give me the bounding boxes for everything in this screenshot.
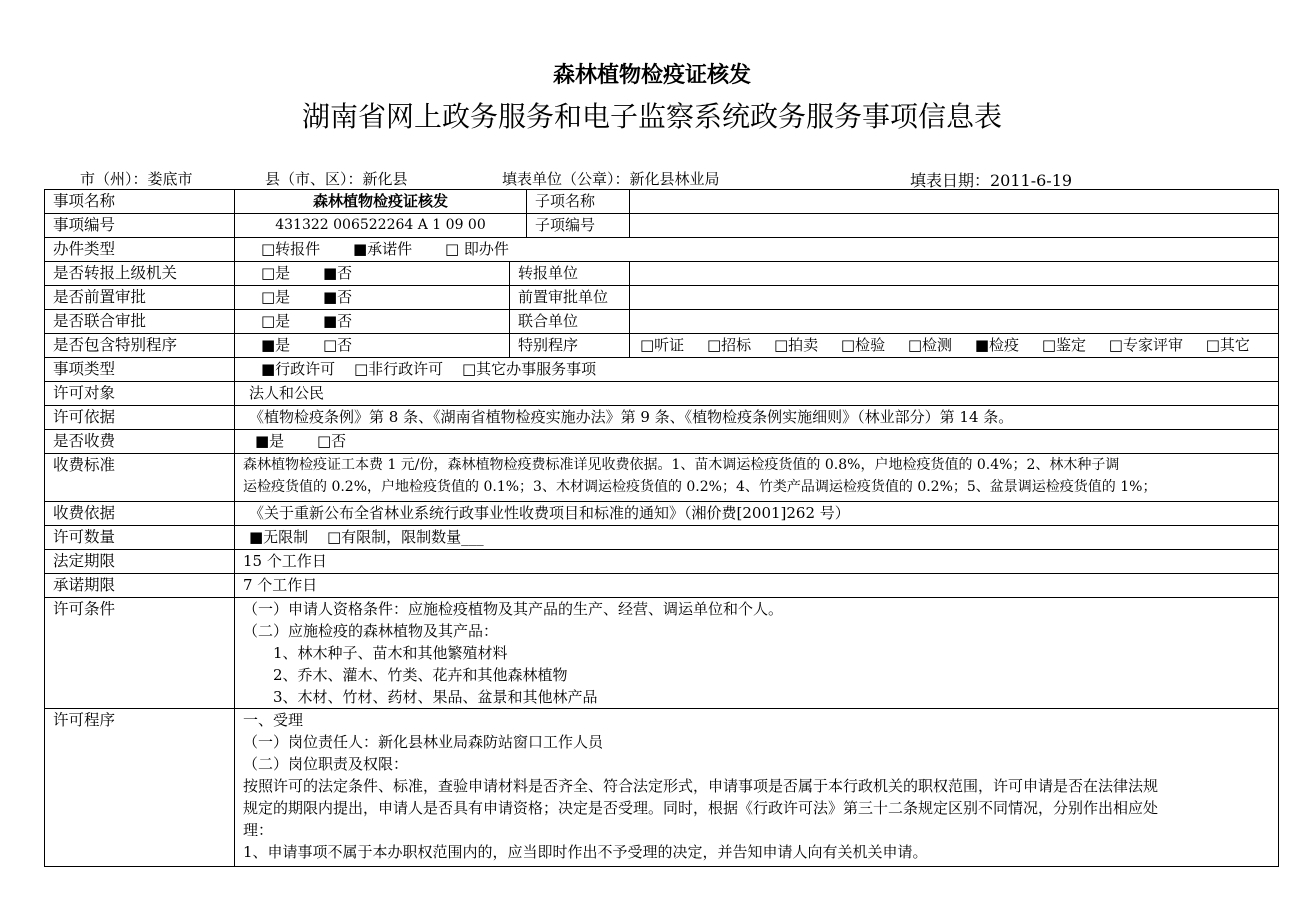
- option-limited: □有限制，限制数量___: [326, 528, 484, 546]
- procedure-line: 理：: [243, 821, 274, 839]
- value-license-basis: 《植物检疫条例》第 8 条、《湖南省植物检疫实施办法》第 9 条、《植物检疫条例实施细则》（林业部分）第 14 条。: [235, 406, 1279, 430]
- procedure-line: 一、受理: [243, 711, 304, 729]
- label-license-procedure: 许可程序: [45, 709, 235, 867]
- row-license-conditions: [45, 598, 1279, 709]
- row-license-basis: [45, 406, 1279, 430]
- option-testing: □检测: [907, 336, 953, 354]
- value-item-category: [235, 358, 1279, 382]
- meta-county: 县（市、区）：新化县: [265, 170, 408, 188]
- row-joint-approval: [45, 310, 1279, 334]
- conditions-line: （一）申请人资格条件：应施检疫植物及其产品的生产、经营、调运单位和个人。: [243, 600, 784, 618]
- label-joint-approval: 是否联合审批: [45, 310, 235, 334]
- value-joint-approval: [235, 310, 510, 334]
- row-forward: [45, 262, 1279, 286]
- label-promise-term: 承诺期限: [45, 574, 235, 598]
- value-license-target: 法人和公民: [235, 382, 1279, 406]
- label-pre-approval-unit: 前置审批单位: [510, 286, 630, 310]
- meta-city: 市（州）：娄底市: [80, 170, 193, 188]
- label-special-type: 特别程序: [510, 334, 630, 358]
- meta-date: 填表日期：2011-6-19: [910, 171, 1073, 190]
- row-license-target: [45, 382, 1279, 406]
- value-sub-name: [630, 190, 1279, 214]
- option-no: ■否: [322, 288, 353, 306]
- label-forward: 是否转报上级机关: [45, 262, 235, 286]
- row-item-category: [45, 358, 1279, 382]
- value-forward-unit: [630, 262, 1279, 286]
- label-sub-code: 子项编号: [527, 214, 630, 238]
- row-item-name: [45, 190, 1279, 214]
- label-license-conditions: 许可条件: [45, 598, 235, 709]
- label-pre-approval: 是否前置审批: [45, 286, 235, 310]
- label-forward-unit: 转报单位: [510, 262, 630, 286]
- value-item-code: 431322 006522264 A 1 09 00: [235, 214, 527, 238]
- fee-standard-line: 森林植物检疫证工本费 1 元/份，森林植物检疫费标准详见收费依据。1、苗木调运检疫货值的 0.8%，户地检疫货值的 0.4%；2、林木种子调: [243, 457, 1120, 473]
- conditions-sub-line: 2、乔木、灌木、竹类、花卉和其他森林植物: [273, 666, 568, 684]
- value-legal-term: 15 个工作日: [235, 550, 1279, 574]
- procedure-line: 1、申请事项不属于本办职权范围内的，应当即时作出不予受理的决定，并告知申请人向有关机关申请。: [243, 843, 928, 861]
- row-pre-approval: [45, 286, 1279, 310]
- label-fee-basis: 收费依据: [45, 502, 235, 526]
- option-no: ■否: [322, 264, 353, 282]
- option-inspection: □检验: [840, 336, 886, 354]
- value-charge: [235, 430, 1279, 454]
- conditions-sub-line: 1、林木种子、苗木和其他繁殖材料: [273, 644, 508, 662]
- procedure-line: （一）岗位责任人：新化县林业局森防站窗口工作人员: [243, 733, 604, 751]
- procedure-line: （二）岗位职责及权限：: [243, 755, 409, 773]
- option-hearing: □听证: [640, 336, 685, 354]
- value-sub-code: [630, 214, 1279, 238]
- label-joint-unit: 联合单位: [510, 310, 630, 334]
- option-no: □否: [322, 336, 353, 354]
- procedure-line: 规定的期限内提出，申请人是否具有申请资格；决定是否受理。同时，根据《行政许可法》第三十二条规定区别不同情况，分别作出相应处: [243, 799, 1159, 817]
- label-sub-name: 子项名称: [527, 190, 630, 214]
- document-subtitle: 森林植物检疫证核发: [552, 63, 751, 88]
- value-license-conditions: [235, 598, 1279, 709]
- option-yes: ■是: [261, 336, 291, 354]
- option-bidding: □招标: [706, 336, 752, 354]
- row-item-code: [45, 214, 1279, 238]
- label-charge: 是否收费: [45, 430, 235, 454]
- row-special-procedure: [45, 334, 1279, 358]
- info-table: [44, 189, 1279, 867]
- option-appraisal: □鉴定: [1041, 336, 1086, 354]
- option-forward-case: □转报件: [261, 240, 321, 258]
- option-expert-review: □专家评审: [1108, 336, 1183, 354]
- value-special-procedure: [235, 334, 510, 358]
- label-license-quantity: 许可数量: [45, 526, 235, 550]
- row-charge: [45, 430, 1279, 454]
- label-special-procedure: 是否包含特别程序: [45, 334, 235, 358]
- value-pre-approval-unit: [630, 286, 1279, 310]
- option-promise-case: ■承诺件: [352, 240, 413, 258]
- value-joint-unit: [630, 310, 1279, 334]
- label-legal-term: 法定期限: [45, 550, 235, 574]
- procedure-line: 按照许可的法定条件、标准，查验申请材料是否齐全、符合法定形式，申请事项是否属于本行政机关的职权范围，许可申请是否在法律法规: [243, 777, 1159, 795]
- value-pre-approval: [235, 286, 510, 310]
- option-other: □其它: [1205, 336, 1250, 354]
- value-item-name: 森林植物检疫证核发: [235, 190, 527, 214]
- row-handle-type: [45, 238, 1279, 262]
- option-non-admin-license: □非行政许可: [353, 360, 444, 378]
- row-license-procedure: [45, 709, 1279, 867]
- option-yes: □是: [261, 288, 291, 306]
- row-license-quantity: [45, 526, 1279, 550]
- label-fee-standard: 收费标准: [45, 454, 235, 502]
- conditions-line: （二）应施检疫的森林植物及其产品：: [243, 622, 499, 640]
- label-item-code: 事项编号: [45, 214, 235, 238]
- option-auction: □拍卖: [773, 336, 819, 354]
- option-yes: □是: [261, 312, 291, 330]
- option-yes: □是: [261, 264, 291, 282]
- value-fee-basis: 《关于重新公布全省林业系统行政事业性收费项目和标准的通知》（湘价费[2001]262 号）: [235, 502, 1279, 526]
- value-forward: [235, 262, 510, 286]
- row-fee-basis: [45, 502, 1279, 526]
- option-quarantine: ■检疫: [974, 336, 1020, 354]
- value-special-types: [630, 334, 1279, 358]
- option-unlimited: ■无限制: [249, 528, 309, 546]
- row-promise-term: [45, 574, 1279, 598]
- label-license-basis: 许可依据: [45, 406, 235, 430]
- option-no: □否: [316, 432, 347, 450]
- label-item-category: 事项类型: [45, 358, 235, 382]
- row-legal-term: [45, 550, 1279, 574]
- label-item-name: 事项名称: [45, 190, 235, 214]
- conditions-sub-line: 3、木材、竹材、药材、果品、盆景和其他林产品: [273, 688, 598, 706]
- meta-unit: 填表单位（公章）：新化县林业局: [502, 170, 720, 188]
- option-no: ■否: [322, 312, 353, 330]
- value-promise-term: 7 个工作日: [235, 574, 1279, 598]
- value-license-procedure: [235, 709, 1279, 867]
- value-license-quantity: [235, 526, 1279, 550]
- label-handle-type: 办件类型: [45, 238, 235, 262]
- fee-standard-line: 运检疫货值的 0.2%，户地检疫货值的 0.1%；3、木材调运检疫货值的 0.2%；4、竹类产品调运检疫货值的 0.2%；5、盆景调运检疫货值的 1%；: [243, 479, 1157, 495]
- option-admin-license: ■行政许可: [261, 360, 336, 378]
- document-title: 湖南省网上政务服务和电子监察系统政务服务事项信息表: [301, 100, 1002, 133]
- value-handle-type: [235, 238, 1279, 262]
- row-fee-standard: [45, 454, 1279, 502]
- option-yes: ■是: [255, 432, 285, 450]
- option-instant-case: □ 即办件: [444, 240, 509, 258]
- label-license-target: 许可对象: [45, 382, 235, 406]
- value-fee-standard: [235, 454, 1279, 502]
- option-other-service: □其它办事服务事项: [461, 360, 597, 378]
